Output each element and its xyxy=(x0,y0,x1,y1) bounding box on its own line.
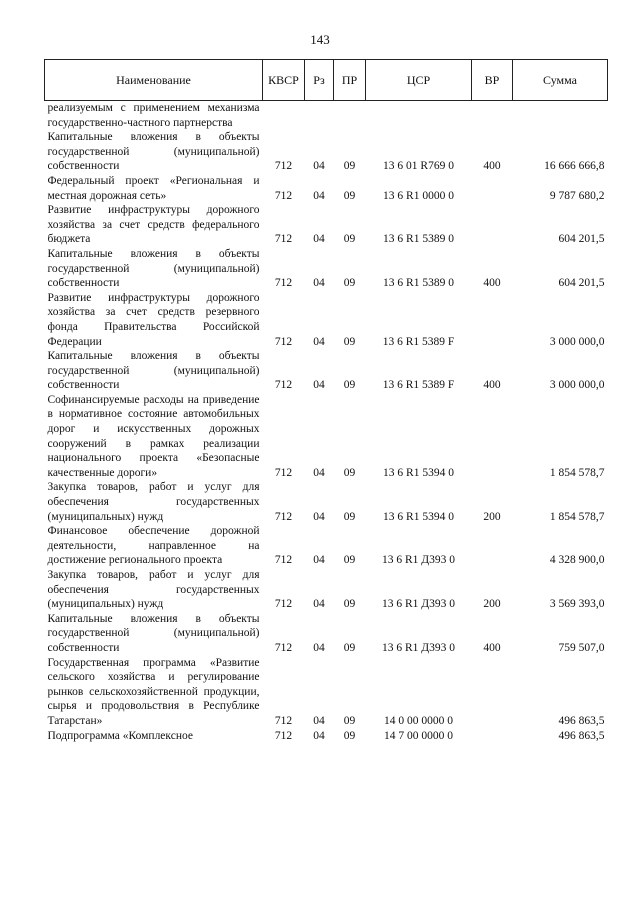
cell-pr: 09 xyxy=(343,641,356,654)
cell-rz: 04 xyxy=(313,729,325,742)
cell-pr: 09 xyxy=(343,160,356,173)
table-row xyxy=(45,203,608,247)
cell-csr: 13 6 01 R769 0 xyxy=(383,160,454,173)
cell-kvsr: 712 xyxy=(274,714,293,727)
table-row xyxy=(45,349,608,393)
cell-csr: 13 6 R1 5389 F xyxy=(382,335,455,348)
cell-kvsr: 712 xyxy=(274,598,293,611)
cell-vr: 400 xyxy=(483,379,501,392)
cell-kvsr: 712 xyxy=(274,379,293,392)
cell-rz: 04 xyxy=(313,466,325,479)
cell-csr: 13 6 R1 Д393 0 xyxy=(381,598,455,611)
cell-pr: 09 xyxy=(343,729,356,742)
cell-vr xyxy=(472,203,513,247)
table-row xyxy=(45,612,608,656)
cell-name: Капитальные вложения в объекты государственной (муниципальной) собственности xyxy=(47,131,260,173)
column-header-name: Наименование xyxy=(45,60,263,101)
table-row xyxy=(45,247,608,291)
cell-name: Закупка товаров, работ и услуг для обеспечения государственных (муниципальных) нужд xyxy=(47,569,260,611)
cell-pr: 09 xyxy=(343,233,356,246)
cell-pr: 09 xyxy=(343,598,356,611)
cell-csr: 13 6 R1 5389 0 xyxy=(383,233,454,246)
table-row xyxy=(45,393,608,481)
table-row xyxy=(45,656,608,729)
cell-csr xyxy=(366,101,472,131)
cell-pr: 09 xyxy=(343,335,356,348)
cell-pr: 09 xyxy=(343,510,356,523)
column-header-rz: Рз xyxy=(305,60,334,101)
cell-sum: 1 854 578,7 xyxy=(549,510,605,523)
cell-pr: 09 xyxy=(343,189,356,202)
table-header xyxy=(45,60,608,101)
cell-sum: 496 863,5 xyxy=(558,714,605,727)
cell-sum xyxy=(513,101,608,131)
cell-kvsr: 712 xyxy=(274,729,293,742)
cell-csr: 13 6 R1 5394 0 xyxy=(383,466,454,479)
cell-rz: 04 xyxy=(313,510,325,523)
cell-vr xyxy=(472,656,513,729)
cell-kvsr: 712 xyxy=(274,466,293,479)
cell-name: Развитие инфраструктуры дорожного хозяйства за счет средств резервного фонда Правительства Российской Федерации xyxy=(47,291,260,348)
cell-pr: 09 xyxy=(343,466,356,479)
cell-csr: 14 7 00 0000 0 xyxy=(384,729,453,742)
cell-vr xyxy=(472,101,513,131)
cell-rz: 04 xyxy=(313,379,325,392)
cell-name: Подпрограмма «Комплексное xyxy=(47,729,193,742)
cell-name: реализуемым с применением механизма государственно-частного партнерства xyxy=(47,102,260,129)
cell-rz xyxy=(305,101,334,131)
cell-vr: 400 xyxy=(483,160,501,173)
cell-rz: 04 xyxy=(313,160,325,173)
cell-pr xyxy=(334,101,366,131)
cell-vr xyxy=(472,291,513,349)
table-body xyxy=(45,101,608,744)
cell-name: Софинансируемые расходы на приведение в нормативное состояние автомобильных дорог и искусственных дорожных сооружений в рамках реализации национального проекта «Безопасные качественные дороги» xyxy=(47,393,260,479)
cell-sum: 496 863,5 xyxy=(558,729,605,742)
table-row xyxy=(45,174,608,203)
cell-csr: 13 6 R1 5394 0 xyxy=(383,510,454,523)
column-header-csr: ЦСР xyxy=(366,60,472,101)
cell-sum: 604 201,5 xyxy=(558,233,605,246)
column-header-vr: ВР xyxy=(472,60,513,101)
cell-rz: 04 xyxy=(313,189,325,202)
cell-kvsr: 712 xyxy=(274,277,293,290)
table-row xyxy=(45,480,608,524)
cell-rz: 04 xyxy=(313,714,325,727)
cell-name: Федеральный проект «Региональная и местная дорожная сеть» xyxy=(47,174,260,202)
cell-vr xyxy=(472,393,513,481)
cell-rz: 04 xyxy=(313,554,325,567)
cell-sum: 16 666 666,8 xyxy=(544,160,605,173)
cell-csr: 13 6 R1 0000 0 xyxy=(383,189,454,202)
cell-name: Капитальные вложения в объекты государственной (муниципальной) собственности xyxy=(47,247,260,290)
cell-csr: 13 6 R1 5389 F xyxy=(382,379,455,392)
table-row xyxy=(45,729,608,744)
budget-table xyxy=(44,59,608,743)
cell-rz: 04 xyxy=(313,641,325,654)
cell-pr: 09 xyxy=(343,379,356,392)
page-number: 143 xyxy=(310,32,330,47)
cell-kvsr: 712 xyxy=(274,233,293,246)
cell-name: Финансовое обеспечение дорожной деятельности, направленное на достижение регионального проекта xyxy=(47,525,260,567)
cell-vr xyxy=(472,174,513,203)
cell-vr: 200 xyxy=(483,510,501,523)
cell-vr: 400 xyxy=(483,641,501,654)
cell-csr: 13 6 R1 Д393 0 xyxy=(381,641,455,654)
cell-pr: 09 xyxy=(343,554,356,567)
column-header-sum: Сумма xyxy=(513,60,608,101)
cell-kvsr: 712 xyxy=(274,335,293,348)
cell-pr: 09 xyxy=(343,714,356,727)
cell-rz: 04 xyxy=(313,598,325,611)
cell-pr: 09 xyxy=(343,277,356,290)
column-header-pr: ПР xyxy=(334,60,366,101)
cell-sum: 604 201,5 xyxy=(558,277,605,290)
cell-sum: 3 569 393,0 xyxy=(549,598,605,611)
cell-name: Закупка товаров, работ и услуг для обеспечения государственных (муниципальных) нужд xyxy=(47,481,260,523)
cell-rz: 04 xyxy=(313,277,325,290)
cell-sum: 3 000 000,0 xyxy=(549,379,605,392)
cell-vr: 400 xyxy=(483,277,501,290)
table-row xyxy=(45,291,608,349)
cell-vr xyxy=(472,729,513,744)
cell-kvsr: 712 xyxy=(274,160,293,173)
cell-rz: 04 xyxy=(313,233,325,246)
table-row xyxy=(45,101,608,131)
table-row xyxy=(45,130,608,174)
cell-name: Капитальные вложения в объекты государственной (муниципальной) собственности xyxy=(47,350,260,392)
cell-name: Государственная программа «Развитие сельского хозяйства и регулирование рынков сельскохозяйственной продукции, сырья и продовольствия в Республике Татарстан» xyxy=(47,656,260,727)
cell-sum: 9 787 680,2 xyxy=(549,189,605,202)
cell-kvsr: 712 xyxy=(274,189,293,202)
cell-rz: 04 xyxy=(313,335,325,348)
cell-vr xyxy=(472,524,513,568)
cell-name: Развитие инфраструктуры дорожного хозяйства за счет средств федерального бюджета xyxy=(47,204,260,246)
cell-name: Капитальные вложения в объекты государственной (муниципальной) собственности xyxy=(47,612,260,654)
cell-kvsr: 712 xyxy=(274,510,293,523)
cell-csr: 13 6 R1 Д393 0 xyxy=(381,554,455,567)
column-header-kvsr: КВСР xyxy=(263,60,305,101)
table-row xyxy=(45,568,608,612)
cell-kvsr: 712 xyxy=(274,554,293,567)
cell-csr: 13 6 R1 5389 0 xyxy=(383,277,454,290)
cell-kvsr xyxy=(263,101,305,131)
cell-csr: 14 0 00 0000 0 xyxy=(384,714,453,727)
table-row xyxy=(45,524,608,568)
cell-sum: 3 000 000,0 xyxy=(549,335,605,348)
cell-sum: 759 507,0 xyxy=(558,641,605,654)
cell-sum: 4 328 900,0 xyxy=(549,554,605,567)
cell-kvsr: 712 xyxy=(274,641,293,654)
cell-sum: 1 854 578,7 xyxy=(549,466,605,479)
cell-vr: 200 xyxy=(483,598,501,611)
